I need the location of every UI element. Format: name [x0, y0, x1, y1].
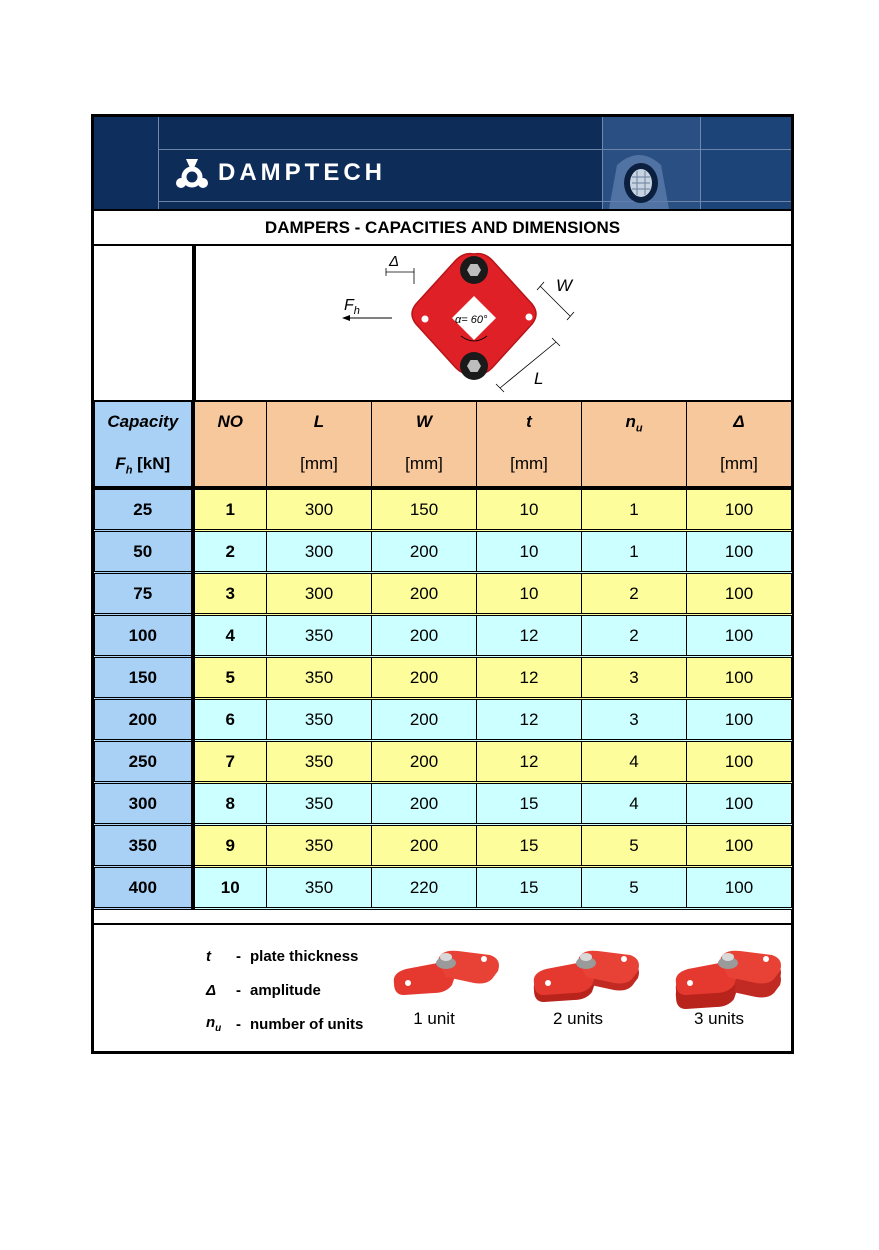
legend-section: [94, 923, 791, 1053]
table-row: [95, 825, 792, 867]
table-row: [95, 699, 792, 741]
legend-item-amplitude: Δ - amplitude: [206, 981, 321, 999]
unit-label-2: 2 units: [552, 1009, 604, 1028]
cell-delta: 100: [687, 825, 792, 867]
cell-nu: 3: [582, 657, 687, 699]
cell-nu: 5: [582, 825, 687, 867]
cell-capacity: 100: [95, 615, 193, 657]
cell-capacity: 50: [95, 531, 193, 573]
cell-delta: 100: [687, 699, 792, 741]
table-row: [95, 741, 792, 783]
table-row: [95, 867, 792, 909]
cell-l: 350: [267, 699, 372, 741]
cell-l: 300: [267, 573, 372, 615]
cell-l: 300: [267, 488, 372, 531]
header-l: L [mm]: [267, 401, 372, 488]
table-row: [95, 488, 792, 531]
cell-l: 350: [267, 741, 372, 783]
cell-w: 200: [372, 573, 477, 615]
cell-capacity: 75: [95, 573, 193, 615]
damptech-logo-icon: [172, 153, 212, 193]
capacities-table: [94, 400, 792, 910]
header-w: W [mm]: [372, 401, 477, 488]
cell-capacity: 400: [95, 867, 193, 909]
cell-capacity: 250: [95, 741, 193, 783]
table-row: [95, 573, 792, 615]
cell-no: 1: [193, 488, 267, 531]
diagram-angle-label: α= 60°: [455, 314, 488, 326]
cell-t: 10: [477, 488, 582, 531]
table-header-row: [95, 401, 792, 488]
cell-w: 150: [372, 488, 477, 531]
cell-delta: 100: [687, 741, 792, 783]
cell-l: 350: [267, 615, 372, 657]
page-title: DAMPERS - CAPACITIES AND DIMENSIONS: [94, 209, 791, 246]
cell-no: 6: [193, 699, 267, 741]
table-row: [95, 657, 792, 699]
diagram-w-label: W: [556, 276, 573, 295]
unit-label-1: 1 unit: [413, 1009, 455, 1028]
damper-plate-diagram: [334, 244, 594, 400]
cell-no: 3: [193, 573, 267, 615]
cell-delta: 100: [687, 867, 792, 909]
diagram-l-label: L: [534, 369, 544, 388]
cell-t: 10: [477, 573, 582, 615]
cell-no: 7: [193, 741, 267, 783]
cell-no: 4: [193, 615, 267, 657]
brand-lockup: [172, 153, 386, 193]
cell-l: 350: [267, 867, 372, 909]
cell-capacity: 350: [95, 825, 193, 867]
cell-no: 9: [193, 825, 267, 867]
cell-no: 10: [193, 867, 267, 909]
brand-name: DAMPTECH: [218, 159, 386, 186]
cell-t: 15: [477, 867, 582, 909]
table-row: [95, 531, 792, 573]
cell-l: 300: [267, 531, 372, 573]
damper-spec-sheet: [91, 114, 794, 1054]
cell-delta: 100: [687, 615, 792, 657]
table-row: [95, 615, 792, 657]
header-capacity: Capacity $F_h$ [kN]: [95, 401, 193, 488]
cell-capacity: 200: [95, 699, 193, 741]
cell-nu: 1: [582, 488, 687, 531]
cell-delta: 100: [687, 657, 792, 699]
cell-nu: 2: [582, 573, 687, 615]
header-t: t [mm]: [477, 401, 582, 488]
cell-nu: 4: [582, 741, 687, 783]
cell-nu: 2: [582, 615, 687, 657]
diagram-fh-label: $F_h$: [344, 297, 360, 317]
cell-l: 350: [267, 825, 372, 867]
cell-delta: 100: [687, 573, 792, 615]
cell-nu: 5: [582, 867, 687, 909]
cell-t: 12: [477, 615, 582, 657]
cell-capacity: 150: [95, 657, 193, 699]
cell-t: 12: [477, 699, 582, 741]
cell-l: 350: [267, 783, 372, 825]
brand-banner: [94, 117, 791, 209]
header-no: NO: [193, 401, 267, 488]
legend-item-units: $n_u$ - number of units: [206, 1014, 364, 1034]
cell-l: 350: [267, 657, 372, 699]
cell-no: 8: [193, 783, 267, 825]
cell-capacity: 25: [95, 488, 193, 531]
cell-delta: 100: [687, 531, 792, 573]
cell-w: 200: [372, 825, 477, 867]
header-delta: Δ [mm]: [687, 401, 792, 488]
cell-nu: 4: [582, 783, 687, 825]
cell-t: 12: [477, 657, 582, 699]
cell-w: 200: [372, 783, 477, 825]
cell-w: 200: [372, 657, 477, 699]
cell-capacity: 300: [95, 783, 193, 825]
cell-no: 2: [193, 531, 267, 573]
legend-item-thickness: t - plate thickness: [206, 947, 359, 965]
cell-t: 12: [477, 741, 582, 783]
cell-delta: 100: [687, 488, 792, 531]
table-row: [95, 783, 792, 825]
cell-t: 10: [477, 531, 582, 573]
cell-nu: 1: [582, 531, 687, 573]
cell-w: 200: [372, 741, 477, 783]
cell-t: 15: [477, 825, 582, 867]
ball-joint-emblem-icon: [599, 135, 679, 209]
cell-w: 200: [372, 531, 477, 573]
table-body: [95, 488, 792, 909]
cell-nu: 3: [582, 699, 687, 741]
diagram-left-blank: [94, 244, 196, 400]
cell-no: 5: [193, 657, 267, 699]
cell-w: 220: [372, 867, 477, 909]
diagram-delta-label: Δ: [389, 253, 400, 270]
header-nu: $n_u$: [582, 401, 687, 488]
cell-w: 200: [372, 699, 477, 741]
cell-t: 15: [477, 783, 582, 825]
unit-label-3: 3 units: [693, 1009, 745, 1028]
cell-delta: 100: [687, 783, 792, 825]
cell-w: 200: [372, 615, 477, 657]
diagram-row: [94, 244, 791, 400]
